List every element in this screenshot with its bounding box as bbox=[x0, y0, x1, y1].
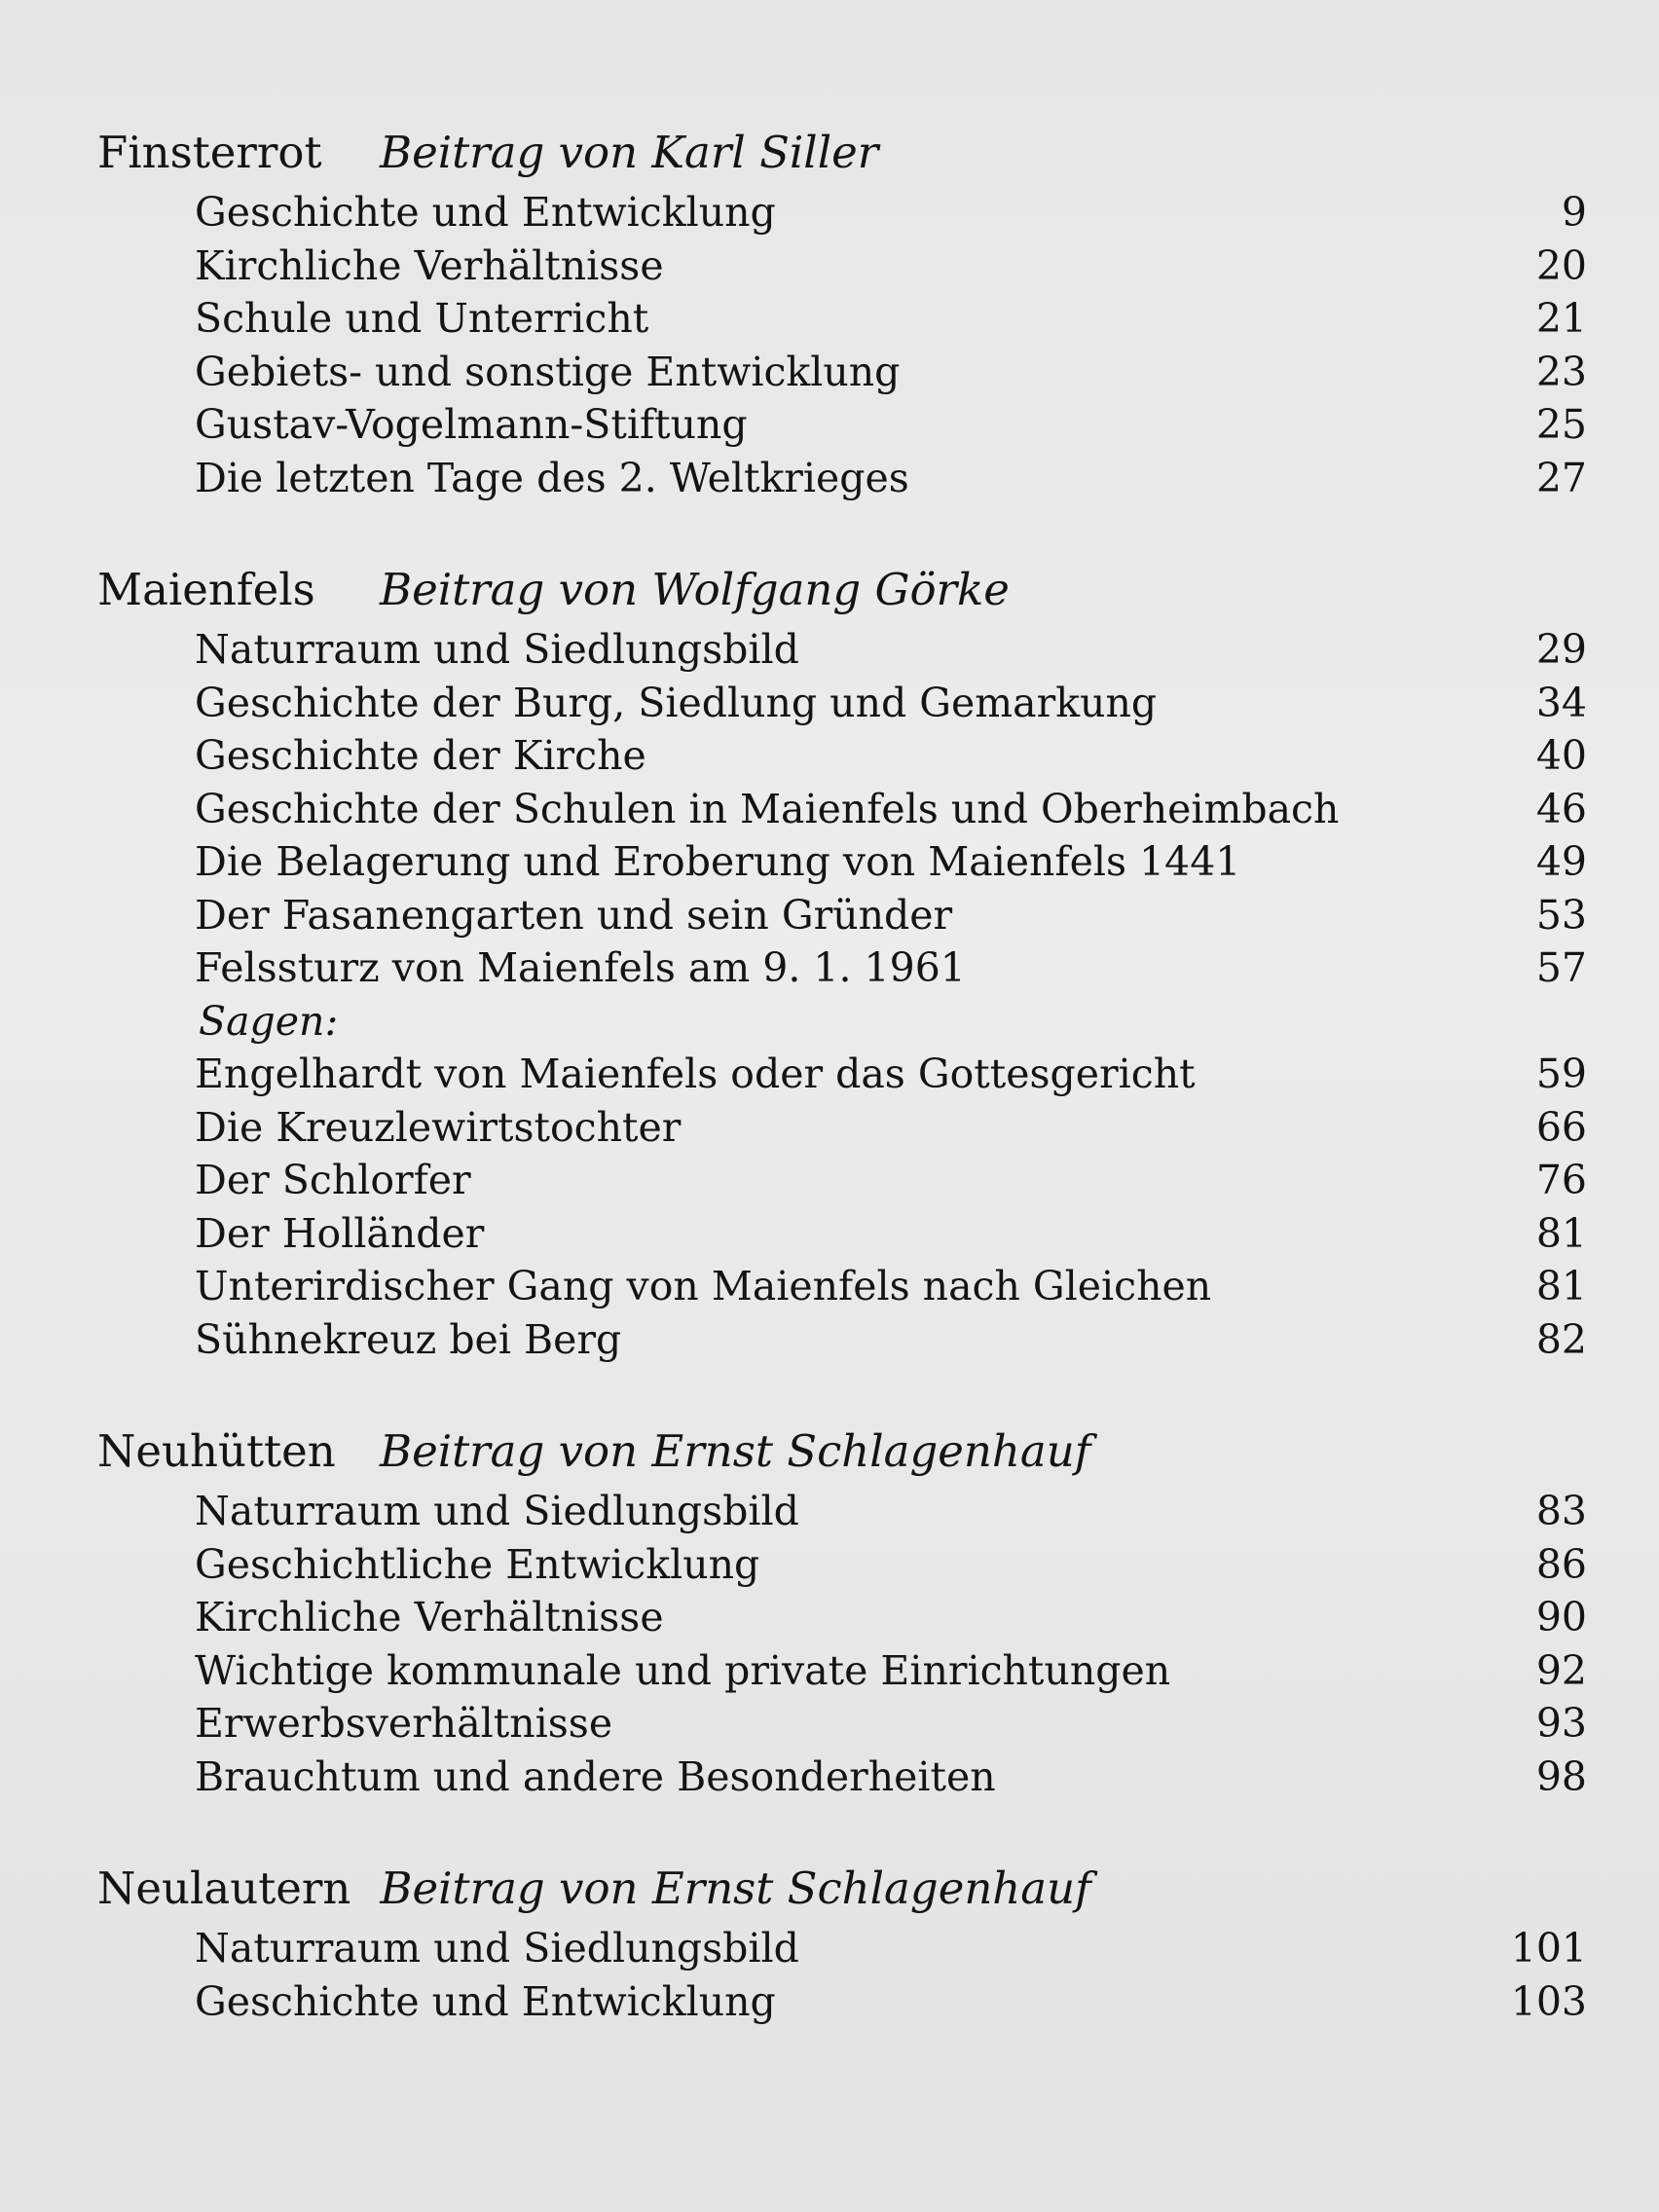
toc-entry bbox=[97, 1753, 1587, 1807]
entry-title: Die Belagerung und Eroberung von Maienfels 1441 bbox=[195, 838, 1241, 885]
entry-title: Geschichtliche Entwicklung bbox=[195, 1540, 760, 1588]
toc-entry bbox=[97, 242, 1587, 296]
toc-entry bbox=[97, 1104, 1587, 1158]
entry-title: Der Fasanengarten und sein Gründer bbox=[195, 891, 953, 939]
entry-page: 34 bbox=[1535, 679, 1587, 726]
entry-page: 27 bbox=[1535, 454, 1587, 501]
section-neuhuetten bbox=[97, 1425, 1587, 1806]
section-header bbox=[97, 564, 1587, 626]
entry-title: Gebiets- und sonstige Entwicklung bbox=[195, 348, 901, 395]
subheading-sagen: Sagen: bbox=[199, 997, 339, 1045]
toc-entry bbox=[97, 944, 1587, 998]
toc-entry bbox=[97, 786, 1587, 839]
toc-entry bbox=[97, 680, 1587, 733]
toc-entry bbox=[97, 1210, 1587, 1264]
entry-page: 9 bbox=[1561, 189, 1587, 236]
entry-page: 103 bbox=[1510, 1977, 1587, 2025]
section-header bbox=[97, 1425, 1587, 1488]
toc-entry bbox=[97, 1263, 1587, 1316]
contributor: Beitrag von Karl Siller bbox=[380, 127, 879, 178]
entry-page: 46 bbox=[1535, 785, 1587, 832]
entry-page: 49 bbox=[1535, 838, 1587, 885]
entry-title: Geschichte der Kirche bbox=[195, 732, 646, 779]
entry-title: Die letzten Tage des 2. Weltkrieges bbox=[195, 454, 909, 501]
entry-page: 90 bbox=[1535, 1594, 1587, 1641]
entry-title: Gustav-Vogelmann-Stiftung bbox=[195, 401, 748, 448]
toc-entry bbox=[97, 1541, 1587, 1595]
entry-title: Naturraum und Siedlungsbild bbox=[195, 1488, 799, 1534]
entry-title: Geschichte und Entwicklung bbox=[195, 1977, 776, 2025]
section-maienfels bbox=[97, 564, 1587, 1369]
entry-page: 83 bbox=[1535, 1488, 1587, 1534]
entry-title: Felssturz von Maienfels am 9. 1. 1961 bbox=[195, 944, 966, 991]
entry-title: Die Kreuzlewirtstochter bbox=[195, 1103, 682, 1151]
contributor: Beitrag von Ernst Schlagenhauf bbox=[380, 1862, 1091, 1914]
toc-entry bbox=[97, 626, 1587, 680]
entry-title: Schule und Unterricht bbox=[195, 295, 649, 342]
toc-entry bbox=[97, 1978, 1587, 2032]
place-name: Neulautern bbox=[97, 1862, 351, 1914]
entry-title: Naturraum und Siedlungsbild bbox=[195, 626, 799, 673]
table-of-contents bbox=[97, 127, 1587, 2087]
toc-entry bbox=[97, 401, 1587, 455]
entry-page: 98 bbox=[1535, 1752, 1587, 1800]
entry-page: 66 bbox=[1535, 1103, 1587, 1151]
entry-title: Der Schlorfer bbox=[195, 1157, 471, 1203]
place-name: Neuhütten bbox=[97, 1425, 336, 1477]
entry-title: Naturraum und Siedlungsbild bbox=[195, 1925, 799, 1972]
entry-title: Brauchtum und andere Besonderheiten bbox=[195, 1752, 996, 1800]
entry-title: Geschichte der Burg, Siedlung und Gemarkung bbox=[195, 679, 1158, 726]
section-header bbox=[97, 127, 1587, 189]
entry-page: 93 bbox=[1535, 1700, 1587, 1747]
contributor: Beitrag von Ernst Schlagenhauf bbox=[380, 1425, 1091, 1477]
toc-entry bbox=[97, 1925, 1587, 1978]
entry-title: Der Holländer bbox=[195, 1209, 485, 1257]
entry-page: 23 bbox=[1535, 348, 1587, 395]
entry-page: 59 bbox=[1535, 1051, 1587, 1097]
toc-entry bbox=[97, 732, 1587, 786]
section-finsterrot bbox=[97, 127, 1587, 507]
section-header bbox=[97, 1862, 1587, 1925]
entry-title: Kirchliche Verhältnisse bbox=[195, 1594, 664, 1641]
section-neulautern bbox=[97, 1862, 1587, 2031]
toc-entry bbox=[97, 455, 1587, 508]
toc-entry bbox=[97, 1488, 1587, 1541]
contributor: Beitrag von Wolfgang Görke bbox=[380, 564, 1010, 615]
toc-entry bbox=[97, 1316, 1587, 1370]
entry-title: Wichtige kommunale und private Einrichtungen bbox=[195, 1646, 1171, 1694]
toc-entry bbox=[97, 349, 1587, 402]
entry-title: Erwerbsverhältnisse bbox=[195, 1700, 613, 1747]
entry-page: 29 bbox=[1535, 626, 1587, 673]
entry-page: 86 bbox=[1535, 1540, 1587, 1588]
entry-title: Geschichte der Schulen in Maienfels und Oberheimbach bbox=[195, 785, 1340, 832]
toc-entry bbox=[97, 1700, 1587, 1753]
toc-entry bbox=[97, 892, 1587, 945]
entry-title: Sühnekreuz bei Berg bbox=[195, 1315, 622, 1363]
entry-page: 101 bbox=[1510, 1925, 1587, 1972]
entry-page: 82 bbox=[1535, 1315, 1587, 1363]
toc-entry bbox=[97, 1594, 1587, 1647]
entry-page: 81 bbox=[1535, 1263, 1587, 1309]
toc-entry bbox=[97, 295, 1587, 349]
toc-entry bbox=[97, 189, 1587, 242]
entry-title: Kirchliche Verhältnisse bbox=[195, 241, 664, 289]
toc-entry bbox=[97, 1157, 1587, 1210]
entry-title: Geschichte und Entwicklung bbox=[195, 189, 776, 236]
place-name: Finsterrot bbox=[97, 127, 322, 178]
entry-page: 21 bbox=[1535, 295, 1587, 342]
toc-entry bbox=[97, 1051, 1587, 1104]
entry-page: 25 bbox=[1535, 401, 1587, 448]
entry-page: 20 bbox=[1535, 241, 1587, 289]
entry-page: 40 bbox=[1535, 732, 1587, 779]
entry-title: Unterirdischer Gang von Maienfels nach Gleichen bbox=[195, 1263, 1212, 1309]
entry-title: Engelhardt von Maienfels oder das Gottesgericht bbox=[195, 1051, 1196, 1097]
entry-page: 76 bbox=[1535, 1157, 1587, 1203]
entry-page: 57 bbox=[1535, 944, 1587, 991]
entry-page: 92 bbox=[1535, 1646, 1587, 1694]
entry-page: 53 bbox=[1535, 891, 1587, 939]
toc-entry bbox=[97, 838, 1587, 892]
place-name: Maienfels bbox=[97, 564, 315, 615]
entry-page: 81 bbox=[1535, 1209, 1587, 1257]
toc-entry bbox=[97, 1647, 1587, 1701]
